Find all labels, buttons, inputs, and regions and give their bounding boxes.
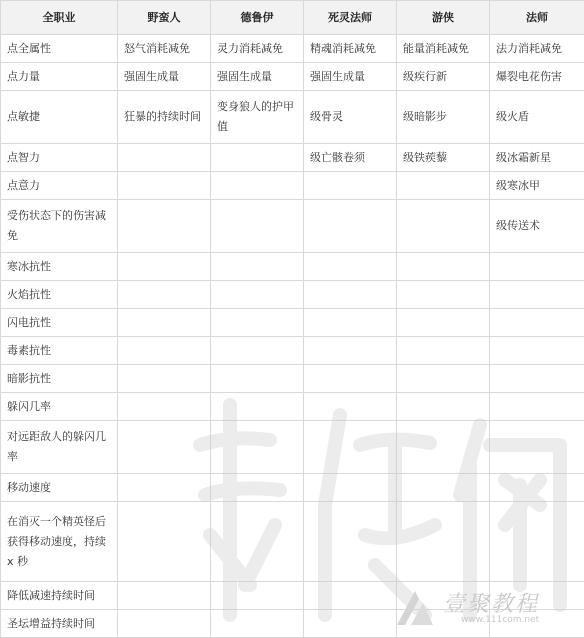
cell-barbarian: 狂暴的持续时间 <box>118 91 211 144</box>
cell-label: 闪电抗性 <box>1 309 118 337</box>
cell-label: 寒冰抗性 <box>1 253 118 281</box>
cell-rogue <box>397 393 490 421</box>
cell-druid <box>211 365 304 393</box>
cell-necromancer <box>304 393 397 421</box>
cell-necromancer <box>304 281 397 309</box>
cell-rogue: 级铁蒺藜 <box>397 144 490 172</box>
cell-sorcerer <box>490 582 584 610</box>
table-row <box>1 502 584 582</box>
cell-druid <box>211 474 304 502</box>
cell-sorcerer <box>490 253 584 281</box>
cell-sorcerer <box>490 337 584 365</box>
cell-label: 点智力 <box>1 144 118 172</box>
cell-necromancer <box>304 502 397 582</box>
cell-sorcerer: 级传送术 <box>490 200 584 253</box>
cell-necromancer: 级亡骸卷须 <box>304 144 397 172</box>
cell-label: 移动速度 <box>1 474 118 502</box>
cell-necromancer <box>304 200 397 253</box>
cell-necromancer <box>304 421 397 474</box>
cell-barbarian: 怒气消耗减免 <box>118 35 211 63</box>
table-row <box>1 421 584 474</box>
cell-druid <box>211 393 304 421</box>
cell-druid <box>211 502 304 582</box>
table-body <box>1 35 584 638</box>
cell-necromancer <box>304 309 397 337</box>
cell-label: 火焰抗性 <box>1 281 118 309</box>
cell-druid: 变身狼人的护甲值 <box>211 91 304 144</box>
cell-necromancer: 强固生成量 <box>304 63 397 91</box>
cell-necromancer <box>304 582 397 610</box>
cell-label: 躲闪几率 <box>1 393 118 421</box>
cell-druid <box>211 172 304 200</box>
cell-necromancer <box>304 365 397 393</box>
header-druid: 德鲁伊 <box>211 1 304 35</box>
cell-barbarian <box>118 309 211 337</box>
table-row <box>1 91 584 144</box>
cell-rogue <box>397 200 490 253</box>
header-rogue: 游侠 <box>397 1 490 35</box>
cell-druid <box>211 337 304 365</box>
table-row <box>1 281 584 309</box>
cell-rogue <box>397 365 490 393</box>
cell-necromancer: 精魂消耗减免 <box>304 35 397 63</box>
cell-rogue <box>397 421 490 474</box>
site-brand: 壹聚教程 <box>443 587 539 618</box>
cell-druid <box>211 421 304 474</box>
cell-barbarian <box>118 582 211 610</box>
header-sorcerer: 法师 <box>490 1 584 35</box>
cell-barbarian <box>118 502 211 582</box>
cell-druid: 强固生成量 <box>211 63 304 91</box>
table-row <box>1 253 584 281</box>
cell-barbarian: 强固生成量 <box>118 63 211 91</box>
cell-barbarian <box>118 200 211 253</box>
cell-sorcerer: 级冰霜新星 <box>490 144 584 172</box>
header-all-classes: 全职业 <box>1 1 118 35</box>
cell-label: 受伤状态下的伤害减免 <box>1 200 118 253</box>
site-url: www.111com.net <box>461 615 539 625</box>
cell-barbarian <box>118 474 211 502</box>
cell-barbarian <box>118 172 211 200</box>
cell-barbarian <box>118 337 211 365</box>
cell-label: 点敏捷 <box>1 91 118 144</box>
table-row <box>1 610 584 638</box>
cell-sorcerer <box>490 610 584 638</box>
cell-sorcerer <box>490 474 584 502</box>
cell-necromancer <box>304 474 397 502</box>
cell-necromancer: 级骨灵 <box>304 91 397 144</box>
cell-rogue <box>397 253 490 281</box>
cell-label: 毒素抗性 <box>1 337 118 365</box>
cell-sorcerer: 级火盾 <box>490 91 584 144</box>
cell-sorcerer <box>490 421 584 474</box>
cell-barbarian <box>118 421 211 474</box>
header-barbarian: 野蛮人 <box>118 1 211 35</box>
table-row <box>1 63 584 91</box>
cell-rogue <box>397 582 490 610</box>
cell-barbarian <box>118 144 211 172</box>
cell-barbarian <box>118 365 211 393</box>
table-row <box>1 35 584 63</box>
cell-sorcerer: 级寒冰甲 <box>490 172 584 200</box>
cell-rogue <box>397 309 490 337</box>
cell-label: 点全属性 <box>1 35 118 63</box>
cell-label: 降低减速持续时间 <box>1 582 118 610</box>
cell-label: 在消灭一个精英怪后获得移动速度，持续 x 秒 <box>1 502 118 582</box>
cell-druid <box>211 200 304 253</box>
cell-rogue <box>397 172 490 200</box>
cell-label: 圣坛增益持续时间 <box>1 610 118 638</box>
cell-druid <box>211 582 304 610</box>
table-header-row <box>1 1 584 35</box>
cell-sorcerer <box>490 281 584 309</box>
cell-necromancer <box>304 610 397 638</box>
table-row <box>1 172 584 200</box>
cell-label: 暗影抗性 <box>1 365 118 393</box>
table-row <box>1 337 584 365</box>
table-row <box>1 200 584 253</box>
cell-necromancer <box>304 337 397 365</box>
cell-druid <box>211 610 304 638</box>
cell-barbarian <box>118 253 211 281</box>
cell-label: 对远距敌人的躲闪几率 <box>1 421 118 474</box>
cell-sorcerer: 法力消耗减免 <box>490 35 584 63</box>
cell-barbarian <box>118 393 211 421</box>
cell-barbarian <box>118 610 211 638</box>
cell-sorcerer <box>490 309 584 337</box>
cell-druid <box>211 281 304 309</box>
cell-rogue: 级暗影步 <box>397 91 490 144</box>
cell-druid <box>211 309 304 337</box>
table-row <box>1 474 584 502</box>
cell-sorcerer: 爆裂电花伤害 <box>490 63 584 91</box>
cell-sorcerer <box>490 393 584 421</box>
cell-rogue: 级疾行新 <box>397 63 490 91</box>
cell-druid <box>211 253 304 281</box>
cell-druid: 灵力消耗减免 <box>211 35 304 63</box>
cell-rogue <box>397 337 490 365</box>
cell-label: 点意力 <box>1 172 118 200</box>
table-row <box>1 144 584 172</box>
cell-rogue <box>397 610 490 638</box>
cell-rogue <box>397 502 490 582</box>
cell-necromancer <box>304 172 397 200</box>
cell-necromancer <box>304 253 397 281</box>
cell-druid <box>211 144 304 172</box>
cell-rogue <box>397 474 490 502</box>
table-row <box>1 393 584 421</box>
cell-rogue: 能量消耗减免 <box>397 35 490 63</box>
cell-label: 点力量 <box>1 63 118 91</box>
table-row <box>1 365 584 393</box>
table-row <box>1 309 584 337</box>
header-necromancer: 死灵法师 <box>304 1 397 35</box>
cell-barbarian <box>118 281 211 309</box>
cell-sorcerer <box>490 365 584 393</box>
table-row <box>1 582 584 610</box>
cell-sorcerer <box>490 502 584 582</box>
cell-rogue <box>397 281 490 309</box>
